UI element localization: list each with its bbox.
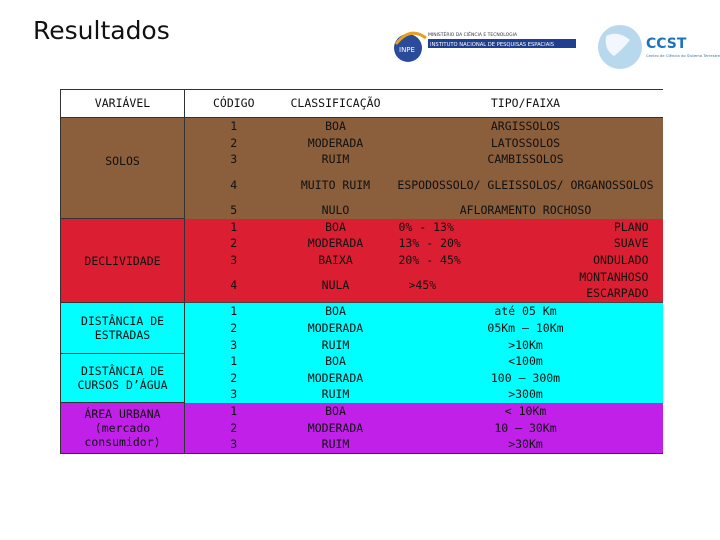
solos-tipo: ESPODOSSOLO/ GLEISSOLOS/ ORGANOSSOLOS: [397, 178, 654, 192]
cursos-code: 1: [230, 354, 238, 369]
declividade-relevo: PLANO: [613, 219, 649, 234]
cursos-code: 3: [230, 387, 238, 402]
inpe-text-1: MINISTÉRIO DA CIÊNCIA E TECNOLOGIA: [428, 33, 518, 38]
urbana-class: RUIM: [321, 437, 350, 452]
declividade-range: >45%: [408, 278, 437, 293]
solos-class: MODERADA: [307, 135, 364, 150]
estradas-class: MODERADA: [307, 320, 364, 335]
declividade-range: 13% - 20%: [398, 236, 461, 251]
declividade-relevo: ONDULADO: [593, 252, 649, 267]
cursos-row: [61, 353, 663, 370]
results-table: [60, 89, 663, 454]
cursos-class: BOA: [325, 354, 346, 369]
solos-tipo: AFLORAMENTO ROCHOSO: [459, 203, 592, 217]
estradas-tipo: 05Km – 10Km: [487, 320, 564, 335]
inpe-logo: [394, 30, 576, 62]
estradas-code: 3: [230, 337, 238, 352]
declividade-code: 2: [230, 236, 238, 251]
solos-class: RUIM: [321, 152, 350, 167]
declividade-tipo: [389, 219, 663, 236]
urbana-label: ÁREA URBANA (mercado consumidor): [61, 403, 185, 453]
estradas-class: RUIM: [321, 337, 350, 352]
ccst-mark: CCST: [646, 36, 687, 52]
declividade-code: 4: [230, 278, 238, 293]
declividade-class: MODERADA: [307, 236, 364, 251]
declividade-relevo: SUAVE: [613, 236, 649, 251]
header-tipo: TIPO/FAIXA: [389, 90, 663, 118]
solos-code: 3: [230, 152, 238, 167]
ccst-logo: [598, 25, 720, 69]
estradas-label: DISTÂNCIA DE ESTRADAS: [61, 303, 185, 353]
header-logos: [390, 22, 720, 72]
estradas-tipo: até 05 Km: [389, 303, 663, 320]
page-title: Resultados: [33, 16, 170, 45]
declividade-code: 1: [230, 219, 238, 234]
urbana-code: 2: [230, 420, 238, 435]
urbana-tipo: < 10Km: [504, 403, 547, 418]
declividade-relevo: MONTANHOSO ESCARPADO: [579, 270, 649, 301]
cursos-tipo: <100m: [508, 354, 543, 369]
solos-code: 2: [230, 135, 238, 150]
solos-row: [61, 168, 663, 202]
estradas-code: 2: [230, 320, 238, 335]
declividade-range: 0% - 13%: [398, 219, 454, 234]
declividade-label: DECLIVIDADE: [61, 219, 185, 303]
estradas-code: 1: [185, 303, 283, 320]
estradas-class: BOA: [283, 303, 389, 320]
declividade-row: [61, 219, 663, 236]
inpe-mark: INPE: [399, 46, 415, 54]
urbana-class: BOA: [325, 403, 346, 418]
solos-tipo: LATOSSOLOS: [490, 135, 561, 150]
header-codigo: CÓDIGO: [185, 90, 283, 118]
cursos-code: 2: [230, 370, 238, 385]
estradas-row: [61, 303, 663, 320]
solos-tipo: ARGISSOLOS: [490, 119, 561, 134]
declividade-tipo: [389, 252, 663, 269]
solos-class: MUITO RUIM: [300, 177, 371, 192]
urbana-code: 3: [230, 437, 238, 452]
cursos-tipo: 100 – 300m: [490, 370, 561, 385]
declividade-class: BAIXA: [318, 252, 353, 267]
solos-code: 1: [230, 119, 238, 134]
inpe-text-2: INSTITUTO NACIONAL DE PESQUISAS ESPACIAIS: [430, 42, 555, 48]
declividade-class: BOA: [325, 219, 346, 234]
urbana-class: MODERADA: [307, 420, 364, 435]
declividade-range: 20% - 45%: [398, 252, 461, 267]
declividade-tipo: [389, 235, 663, 252]
cursos-tipo: >300m: [508, 387, 543, 402]
solos-code: 4: [230, 177, 238, 192]
cursos-class: RUIM: [321, 387, 350, 402]
solos-class: NULO: [321, 203, 350, 217]
cursos-label: DISTÂNCIA DE CURSOS D’ÁGUA: [61, 353, 185, 403]
solos-label-spacer: [61, 168, 185, 219]
header-variavel: VARIÁVEL: [61, 90, 185, 118]
ccst-sub: Centro de Ciência do Sistema Terrestre: [646, 53, 720, 58]
cursos-class: MODERADA: [307, 370, 364, 385]
solos-row: [61, 118, 663, 135]
urbana-tipo: 10 – 30Km: [494, 420, 557, 435]
solos-label: SOLOS: [61, 118, 185, 169]
header-row: [61, 90, 663, 118]
urbana-tipo: >30Km: [508, 437, 543, 452]
solos-tipo: CAMBISSOLOS: [487, 152, 564, 167]
estradas-tipo: >10Km: [508, 337, 543, 352]
urbana-code: 1: [230, 403, 238, 418]
header-classificacao: CLASSIFICAÇÃO: [283, 90, 389, 118]
solos-code: 5: [230, 203, 238, 217]
urbana-row: [61, 403, 663, 420]
declividade-tipo: [389, 268, 663, 303]
declividade-code: 3: [230, 252, 238, 267]
solos-class: BOA: [325, 119, 346, 134]
declividade-class: NULA: [321, 278, 350, 293]
